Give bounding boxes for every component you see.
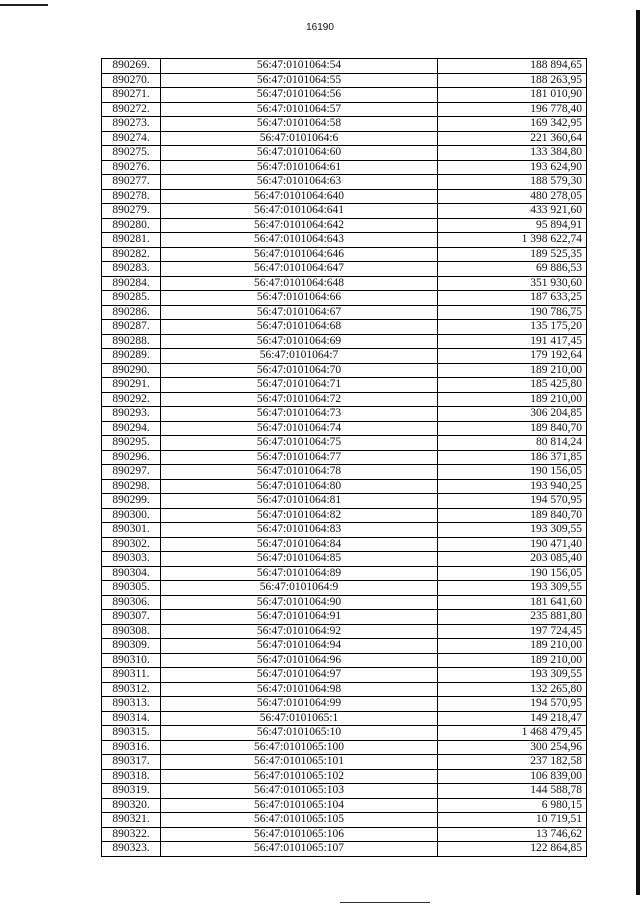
scan-mark-top [0,4,48,6]
cadastral-number-cell: 56:47:0101065:101 [161,755,438,770]
cadastral-value-cell: 188 263,95 [438,73,587,88]
cadastral-number-cell: 56:47:0101064:61 [161,160,438,175]
row-number-cell: 890288. [102,334,161,349]
cadastral-value-cell: 169 342,95 [438,117,587,132]
table-row [102,262,587,277]
cadastral-number-cell: 56:47:0101064:81 [161,494,438,509]
table-row [102,189,587,204]
table-body [102,59,587,857]
table-row [102,436,587,451]
table-row [102,407,587,422]
row-number-cell: 890322. [102,827,161,842]
row-number-cell: 890283. [102,262,161,277]
cadastral-number-cell: 56:47:0101064:648 [161,276,438,291]
cadastral-value-cell: 300 254,96 [438,740,587,755]
cadastral-number-cell: 56:47:0101064:80 [161,479,438,494]
cadastral-number-cell: 56:47:0101064:56 [161,88,438,103]
table-row [102,682,587,697]
cadastral-value-cell: 69 886,53 [438,262,587,277]
page-number: 16190 [306,22,334,33]
cadastral-value-cell: 237 182,58 [438,755,587,770]
cadastral-value-cell: 80 814,24 [438,436,587,451]
row-number-cell: 890284. [102,276,161,291]
cadastral-value-cell: 185 425,80 [438,378,587,393]
cadastral-value-cell: 194 570,95 [438,697,587,712]
table-row [102,117,587,132]
cadastral-value-cell: 189 210,00 [438,392,587,407]
row-number-cell: 890297. [102,465,161,480]
table-row [102,552,587,567]
cadastral-number-cell: 56:47:0101064:54 [161,59,438,74]
cadastral-value-cell: 189 840,70 [438,421,587,436]
table-row [102,392,587,407]
table-row [102,784,587,799]
cadastral-number-cell: 56:47:0101064:72 [161,392,438,407]
cadastral-number-cell: 56:47:0101065:100 [161,740,438,755]
cadastral-number-cell: 56:47:0101064:91 [161,610,438,625]
cadastral-number-cell: 56:47:0101064:642 [161,218,438,233]
cadastral-value-cell: 1 468 479,45 [438,726,587,741]
row-number-cell: 890295. [102,436,161,451]
cadastral-value-cell: 351 930,60 [438,276,587,291]
cadastral-value-cell: 122 864,85 [438,842,587,857]
cadastral-value-cell: 13 746,62 [438,827,587,842]
cadastral-number-cell: 56:47:0101064:70 [161,363,438,378]
row-number-cell: 890319. [102,784,161,799]
cadastral-value-cell: 197 724,45 [438,624,587,639]
cadastral-number-cell: 56:47:0101064:97 [161,668,438,683]
cadastral-value-cell: 144 588,78 [438,784,587,799]
table-row [102,175,587,190]
cadastral-number-cell: 56:47:0101064:83 [161,523,438,538]
row-number-cell: 890323. [102,842,161,857]
row-number-cell: 890317. [102,755,161,770]
cadastral-value-cell: 193 624,90 [438,160,587,175]
cadastral-number-cell: 56:47:0101064:68 [161,320,438,335]
table-row [102,610,587,625]
row-number-cell: 890308. [102,624,161,639]
table-row [102,726,587,741]
row-number-cell: 890306. [102,595,161,610]
cadastral-number-cell: 56:47:0101064:92 [161,624,438,639]
table-row [102,537,587,552]
table-row [102,798,587,813]
cadastral-value-cell: 193 309,55 [438,523,587,538]
row-number-cell: 890315. [102,726,161,741]
table-row [102,349,587,364]
row-number-cell: 890272. [102,102,161,117]
row-number-cell: 890292. [102,392,161,407]
cadastral-value-cell: 189 210,00 [438,653,587,668]
row-number-cell: 890290. [102,363,161,378]
cadastral-value-cell: 187 633,25 [438,291,587,306]
cadastral-value-cell: 193 309,55 [438,581,587,596]
cadastral-value-cell: 1 398 622,74 [438,233,587,248]
row-number-cell: 890270. [102,73,161,88]
cadastral-value-cell: 186 371,85 [438,450,587,465]
table-row [102,334,587,349]
row-number-cell: 890310. [102,653,161,668]
table-row [102,233,587,248]
cadastral-number-cell: 56:47:0101064:66 [161,291,438,306]
table-row [102,697,587,712]
cadastral-value-cell: 149 218,47 [438,711,587,726]
table-row [102,160,587,175]
cadastral-value-cell: 221 360,64 [438,131,587,146]
scan-mark-bottom [340,902,430,903]
cadastral-value-cell: 179 192,64 [438,349,587,364]
cadastral-number-cell: 56:47:0101064:646 [161,247,438,262]
cadastral-value-cell: 194 570,95 [438,494,587,509]
cadastral-number-cell: 56:47:0101064:84 [161,537,438,552]
row-number-cell: 890293. [102,407,161,422]
cadastral-value-cell: 306 204,85 [438,407,587,422]
row-number-cell: 890287. [102,320,161,335]
cadastral-number-cell: 56:47:0101064:75 [161,436,438,451]
cadastral-value-cell: 480 278,05 [438,189,587,204]
table-row [102,421,587,436]
row-number-cell: 890302. [102,537,161,552]
table-row [102,73,587,88]
cadastral-number-cell: 56:47:0101064:73 [161,407,438,422]
cadastral-number-cell: 56:47:0101064:58 [161,117,438,132]
cadastral-number-cell: 56:47:0101064:60 [161,146,438,161]
table-row [102,639,587,654]
cadastral-value-cell: 106 839,00 [438,769,587,784]
table-row [102,566,587,581]
table-row [102,247,587,262]
table-row [102,508,587,523]
cadastral-value-cell: 433 921,60 [438,204,587,219]
row-number-cell: 890274. [102,131,161,146]
cadastral-value-cell: 95 894,91 [438,218,587,233]
table-row [102,595,587,610]
table-row [102,523,587,538]
cadastral-value-table [101,58,587,857]
cadastral-value-cell: 188 579,30 [438,175,587,190]
cadastral-number-cell: 56:47:0101065:104 [161,798,438,813]
cadastral-number-cell: 56:47:0101064:7 [161,349,438,364]
cadastral-number-cell: 56:47:0101064:641 [161,204,438,219]
row-number-cell: 890307. [102,610,161,625]
row-number-cell: 890286. [102,305,161,320]
cadastral-value-cell: 10 719,51 [438,813,587,828]
row-number-cell: 890314. [102,711,161,726]
table-row [102,146,587,161]
table-row [102,842,587,857]
cadastral-number-cell: 56:47:0101064:67 [161,305,438,320]
cadastral-number-cell: 56:47:0101064:78 [161,465,438,480]
row-number-cell: 890298. [102,479,161,494]
cadastral-value-cell: 196 778,40 [438,102,587,117]
table-row [102,131,587,146]
table-row [102,668,587,683]
row-number-cell: 890318. [102,769,161,784]
row-number-cell: 890281. [102,233,161,248]
row-number-cell: 890309. [102,639,161,654]
row-number-cell: 890311. [102,668,161,683]
table-row [102,363,587,378]
table-row [102,291,587,306]
row-number-cell: 890289. [102,349,161,364]
row-number-cell: 890300. [102,508,161,523]
row-number-cell: 890301. [102,523,161,538]
cadastral-value-cell: 190 471,40 [438,537,587,552]
table-row [102,624,587,639]
table-row [102,276,587,291]
cadastral-number-cell: 56:47:0101064:6 [161,131,438,146]
table-row [102,218,587,233]
cadastral-number-cell: 56:47:0101065:10 [161,726,438,741]
table-row [102,740,587,755]
cadastral-value-cell: 190 156,05 [438,566,587,581]
cadastral-value-cell: 191 417,45 [438,334,587,349]
cadastral-number-cell: 56:47:0101064:57 [161,102,438,117]
cadastral-value-cell: 135 175,20 [438,320,587,335]
cadastral-number-cell: 56:47:0101064:89 [161,566,438,581]
cadastral-value-cell: 6 980,15 [438,798,587,813]
row-number-cell: 890280. [102,218,161,233]
row-number-cell: 890279. [102,204,161,219]
table-row [102,653,587,668]
table-row [102,827,587,842]
row-number-cell: 890282. [102,247,161,262]
cadastral-number-cell: 56:47:0101064:96 [161,653,438,668]
cadastral-value-cell: 189 525,35 [438,247,587,262]
cadastral-number-cell: 56:47:0101065:106 [161,827,438,842]
cadastral-number-cell: 56:47:0101064:74 [161,421,438,436]
row-number-cell: 890312. [102,682,161,697]
row-number-cell: 890316. [102,740,161,755]
table-row [102,320,587,335]
table-row [102,88,587,103]
cadastral-value-cell: 132 265,80 [438,682,587,697]
cadastral-number-cell: 56:47:0101064:643 [161,233,438,248]
cadastral-value-cell: 181 010,90 [438,88,587,103]
row-number-cell: 890296. [102,450,161,465]
row-number-cell: 890275. [102,146,161,161]
cadastral-number-cell: 56:47:0101064:94 [161,639,438,654]
table-row [102,204,587,219]
table-row [102,769,587,784]
cadastral-value-cell: 188 894,65 [438,59,587,74]
table-row [102,305,587,320]
row-number-cell: 890278. [102,189,161,204]
table-row [102,494,587,509]
cadastral-number-cell: 56:47:0101064:77 [161,450,438,465]
cadastral-number-cell: 56:47:0101064:85 [161,552,438,567]
cadastral-number-cell: 56:47:0101064:63 [161,175,438,190]
row-number-cell: 890299. [102,494,161,509]
table-row [102,711,587,726]
row-number-cell: 890276. [102,160,161,175]
table-row [102,450,587,465]
row-number-cell: 890320. [102,798,161,813]
table-row [102,378,587,393]
cadastral-number-cell: 56:47:0101065:103 [161,784,438,799]
cadastral-value-cell: 189 210,00 [438,363,587,378]
cadastral-value-cell: 235 881,80 [438,610,587,625]
cadastral-number-cell: 56:47:0101064:647 [161,262,438,277]
table-row [102,465,587,480]
cadastral-number-cell: 56:47:0101064:69 [161,334,438,349]
cadastral-number-cell: 56:47:0101064:82 [161,508,438,523]
cadastral-value-cell: 189 840,70 [438,508,587,523]
row-number-cell: 890321. [102,813,161,828]
cadastral-value-cell: 189 210,00 [438,639,587,654]
cadastral-number-cell: 56:47:0101064:640 [161,189,438,204]
row-number-cell: 890303. [102,552,161,567]
table-row [102,581,587,596]
row-number-cell: 890305. [102,581,161,596]
cadastral-value-cell: 181 641,60 [438,595,587,610]
cadastral-value-cell: 190 786,75 [438,305,587,320]
row-number-cell: 890269. [102,59,161,74]
cadastral-number-cell: 56:47:0101064:55 [161,73,438,88]
cadastral-value-cell: 190 156,05 [438,465,587,480]
table-row [102,102,587,117]
row-number-cell: 890294. [102,421,161,436]
cadastral-value-cell: 133 384,80 [438,146,587,161]
cadastral-value-cell: 193 309,55 [438,668,587,683]
cadastral-number-cell: 56:47:0101065:105 [161,813,438,828]
table-row [102,59,587,74]
cadastral-number-cell: 56:47:0101064:71 [161,378,438,393]
cadastral-number-cell: 56:47:0101064:98 [161,682,438,697]
cadastral-number-cell: 56:47:0101065:107 [161,842,438,857]
cadastral-number-cell: 56:47:0101065:1 [161,711,438,726]
table-row [102,479,587,494]
cadastral-number-cell: 56:47:0101064:99 [161,697,438,712]
cadastral-value-cell: 203 085,40 [438,552,587,567]
cadastral-number-cell: 56:47:0101064:90 [161,595,438,610]
row-number-cell: 890277. [102,175,161,190]
row-number-cell: 890291. [102,378,161,393]
row-number-cell: 890285. [102,291,161,306]
row-number-cell: 890271. [102,88,161,103]
cadastral-value-cell: 193 940,25 [438,479,587,494]
cadastral-number-cell: 56:47:0101065:102 [161,769,438,784]
table-row [102,813,587,828]
scan-edge-right [636,10,640,895]
table-row [102,755,587,770]
row-number-cell: 890273. [102,117,161,132]
row-number-cell: 890304. [102,566,161,581]
cadastral-number-cell: 56:47:0101064:9 [161,581,438,596]
row-number-cell: 890313. [102,697,161,712]
